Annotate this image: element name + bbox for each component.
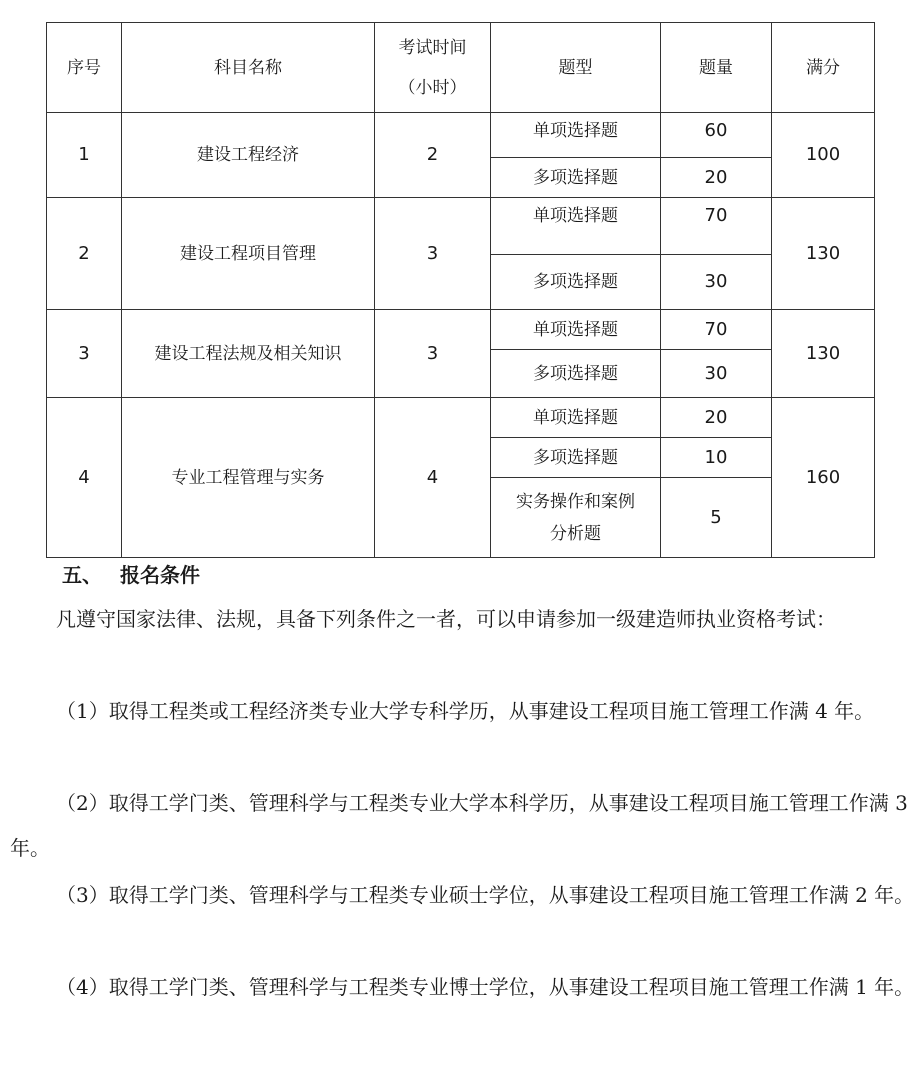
row-full-score: 100 xyxy=(772,113,875,198)
row-question-type: 单项选择题 xyxy=(491,113,661,158)
intro-paragraph: 凡遵守国家法律、法规，具备下列条件之一者，可以申请参加一级建造师执业资格考试： xyxy=(56,607,836,631)
header-question-type: 题型 xyxy=(491,23,661,113)
row-question-type: 单项选择题 xyxy=(491,310,661,350)
section-title: 报名条件 xyxy=(120,563,200,587)
row-question-type: 单项选择题 xyxy=(491,198,661,255)
row-question-count: 70 xyxy=(661,310,772,350)
row-hours: 2 xyxy=(375,113,491,198)
row-subject: 建设工程项目管理 xyxy=(122,198,375,310)
row-index: 2 xyxy=(47,198,122,310)
row-question-count: 30 xyxy=(661,255,772,310)
table-row xyxy=(47,113,875,158)
row-question-count: 10 xyxy=(661,438,772,478)
exam-subjects-table xyxy=(46,22,875,558)
row-hours: 3 xyxy=(375,198,491,310)
table-row xyxy=(47,310,875,350)
header-subject: 科目名称 xyxy=(122,23,375,113)
row-index: 1 xyxy=(47,113,122,198)
condition-item: （4）取得工学门类、管理科学与工程类专业博士学位，从事建设工程项目施工管理工作满 1 年。 xyxy=(56,975,915,999)
question-type-line1: 实务操作和案例 xyxy=(516,491,635,512)
condition-item: （3）取得工学门类、管理科学与工程类专业硕士学位，从事建设工程项目施工管理工作满 2 年。 xyxy=(56,883,915,907)
header-index: 序号 xyxy=(47,23,122,113)
row-question-count: 70 xyxy=(661,198,772,255)
section-heading xyxy=(62,559,200,591)
row-question-count: 20 xyxy=(661,398,772,438)
table-row xyxy=(47,398,875,438)
row-full-score: 160 xyxy=(772,398,875,558)
condition-item: （1）取得工程类或工程经济类专业大学专科学历，从事建设工程项目施工管理工作满 4 年。 xyxy=(56,699,875,723)
row-question-count: 5 xyxy=(661,478,772,558)
header-duration-line2: （小时） xyxy=(398,77,467,98)
row-hours: 4 xyxy=(375,398,491,558)
header-full-score: 满分 xyxy=(772,23,875,113)
row-question-type: 多项选择题 xyxy=(491,438,661,478)
row-full-score: 130 xyxy=(772,310,875,398)
header-question-count: 题量 xyxy=(661,23,772,113)
question-type-line2: 分析题 xyxy=(550,523,601,544)
condition-item: （2）取得工学门类、管理科学与工程类专业大学本科学历，从事建设工程项目施工管理工作满 3 年。 xyxy=(10,791,908,860)
row-question-count: 60 xyxy=(661,113,772,158)
row-index: 4 xyxy=(47,398,122,558)
row-question-type: 单项选择题 xyxy=(491,398,661,438)
row-subject: 专业工程管理与实务 xyxy=(122,398,375,558)
section-number: 五、 xyxy=(62,563,102,587)
row-hours: 3 xyxy=(375,310,491,398)
row-subject: 建设工程经济 xyxy=(122,113,375,198)
row-index: 3 xyxy=(47,310,122,398)
row-question-type: 多项选择题 xyxy=(491,158,661,198)
header-duration-line1: 考试时间 xyxy=(398,37,467,58)
row-question-type: 多项选择题 xyxy=(491,350,661,398)
row-question-count: 20 xyxy=(661,158,772,198)
row-full-score: 130 xyxy=(772,198,875,310)
header-duration xyxy=(375,23,491,113)
row-question-type xyxy=(491,478,661,558)
row-subject: 建设工程法规及相关知识 xyxy=(122,310,375,398)
table-row xyxy=(47,198,875,255)
row-question-type: 多项选择题 xyxy=(491,255,661,310)
row-question-count: 30 xyxy=(661,350,772,398)
table-header-row xyxy=(47,23,875,113)
